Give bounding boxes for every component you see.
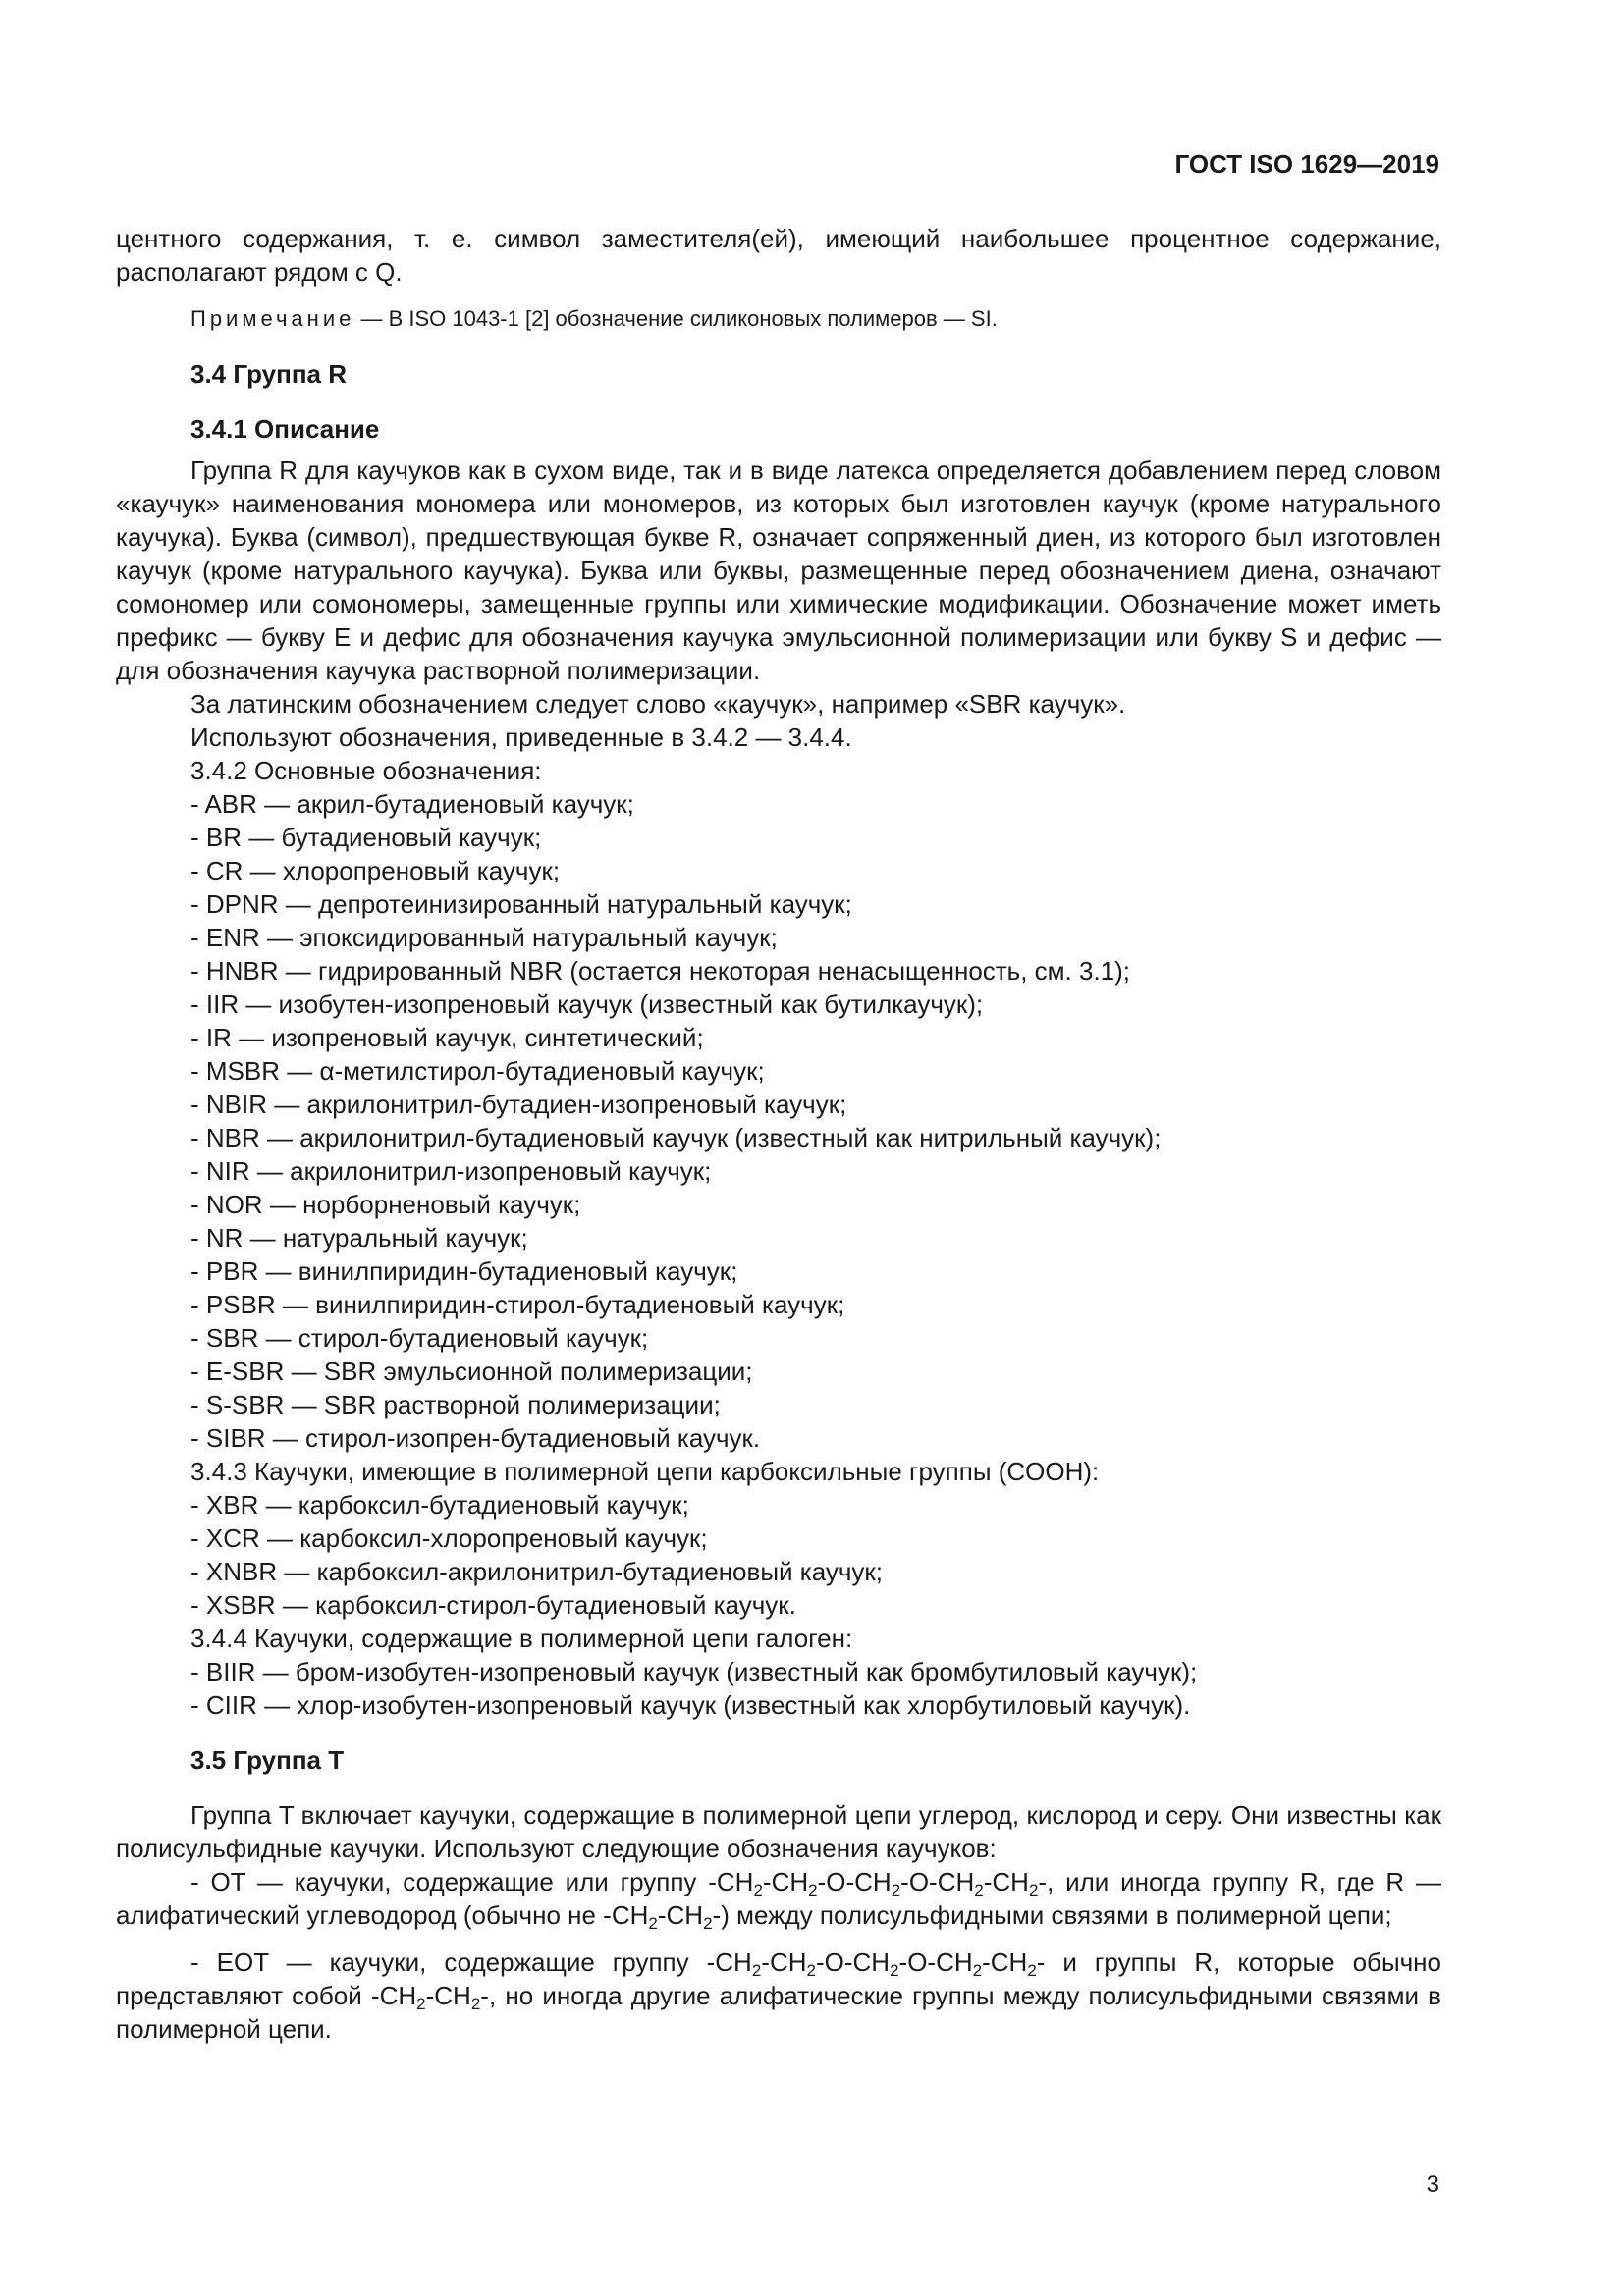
list-item: - E-SBR — SBR эмульсионной полимеризации; [190, 1357, 753, 1386]
continuation-paragraph: центного содержания, т. е. символ заместителя(ей), имеющий наибольшее процентное содержание, располагают рядом с Q. [116, 224, 1441, 287]
list-item: - NIR — акрилонитрил-изопреновый каучук; [190, 1156, 712, 1186]
list-item: - NBR — акрилонитрил-бутадиеновый каучук (известный как нитрильный каучук); [190, 1123, 1162, 1152]
list-item: - HNBR — гидрированный NBR (остается некоторая ненасыщенность, см. 3.1); [190, 956, 1131, 986]
section-3-4-1-paragraph: Группа R для каучуков как в сухом виде, так и в виде латекса определяется добавлением перед словом «каучук» наименования мономера или мономеров, из которых был изготовлен каучук (кроме натурального каучука). Буква (символ), предшествующая букве R, означает сопряженный диен, из которого был изготовлен каучук (кроме натурального каучука). Буква или буквы, размещенные перед обозначением диена, означают сомономер или сомономеры, замещенные группы или химические модификации. Обозначение может иметь префикс — букву E и дефис для обозначения каучука эмульсионной полимеризации или букву S и дефис — для обозначения каучука растворной полимеризации. [116, 455, 1441, 685]
basic-designations-list [116, 787, 1441, 1455]
list-item: - DPNR — депротеинизированный натуральный каучук; [190, 889, 852, 919]
note-label: Примечание [190, 306, 355, 331]
note-text: — В ISO 1043-1 [2] обозначение силиконовых полимеров — SI. [354, 306, 998, 331]
list-item: - PSBR — винилпиридин-стирол-бутадиеновый каучук; [190, 1290, 845, 1319]
section-3-4-1-reference: Используют обозначения, приведенные в 3.4.2 — 3.4.4. [190, 722, 852, 752]
document-header: ГОСТ ISO 1629—2019 [1174, 149, 1439, 179]
section-3-5-title: 3.5 Группа T [190, 1745, 345, 1775]
section-3-4-1-title: 3.4.1 Описание [190, 414, 380, 444]
list-item: - PBR — винилпиридин-бутадиеновый каучук; [190, 1256, 738, 1286]
section-3-4-4-title: 3.4.4 Каучуки, содержащие в полимерной цепи галоген: [190, 1624, 853, 1653]
list-item: - CR — хлоропреновый каучук; [190, 856, 561, 885]
list-item: - ABR — акрил-бутадиеновый каучук; [190, 789, 634, 819]
eot-paragraph: - EOT — каучуки, содержащие группу $-CH_2-CH_2-O-CH_2-O-CH_2-CH_2-$ и группы R, которые обычно представляют собой $-CH_2-CH_2-$, но иногда другие алифатические группы между полисульфидными связями в полимерной цепи. [116, 1948, 1441, 2044]
section-3-4-2-title: 3.4.2 Основные обозначения: [190, 756, 542, 785]
list-item: - XBR — карбоксил-бутадиеновый каучук; [190, 1490, 689, 1520]
list-item: - NBIR — акрилонитрил-бутадиен-изопреновый каучук; [190, 1090, 847, 1119]
section-3-5-paragraph: Группа T включает каучуки, содержащие в полимерной цепи углерод, кислород и серу. Они известны как полисульфидные каучуки. Используют следующие обозначения каучуков: [116, 1800, 1441, 1863]
list-item: - NR — натуральный каучук; [190, 1223, 528, 1253]
list-item: - ENR — эпоксидированный натуральный каучук; [190, 923, 778, 952]
list-item: - XCR — карбоксил-хлоропреновый каучук; [190, 1523, 708, 1553]
carboxyl-designations-list [116, 1488, 1441, 1622]
list-item: - MSBR — α-метилстирол-бутадиеновый каучук; [190, 1056, 765, 1086]
list-item: - BIIR — бром-изобутен-изопреновый каучук (известный как бромбутиловый каучук); [190, 1657, 1198, 1686]
list-item: - SIBR — стирол-изопрен-бутадиеновый каучук. [190, 1423, 761, 1453]
section-3-4-3-title: 3.4.3 Каучуки, имеющие в полимерной цепи карбоксильные группы (COOH): [190, 1457, 1100, 1486]
list-item: - IR — изопреновый каучук, синтетический; [190, 1023, 704, 1052]
list-item: - XNBR — карбоксил-акрилонитрил-бутадиеновый каучук; [190, 1557, 884, 1586]
section-3-4-title: 3.4 Группа R [190, 359, 347, 389]
list-item: - SBR — стирол-бутадиеновый каучук; [190, 1323, 649, 1353]
list-item: - NOR — норборненовый каучук; [190, 1190, 581, 1219]
ot-paragraph: - OT — каучуки, содержащие или группу $-CH_2-CH_2-O-CH_2-O-CH_2-CH_2-$, или иногда группу R, где R — алифатический углеводород (обычно не $-CH_2-CH_2-$) между полисульфидными связями в полимерной цепи; [116, 1867, 1441, 1933]
page-content [116, 222, 1441, 2046]
halogen-designations-list [116, 1655, 1441, 1722]
page-number: 3 [1426, 2171, 1439, 2198]
list-item: - IIR — изобутен-изопреновый каучук (известный как бутилкаучук); [190, 989, 984, 1019]
section-3-4-1-example: За латинским обозначением следует слово «каучук», например «SBR каучук». [190, 689, 1126, 719]
list-item: - S-SBR — SBR растворной полимеризации; [190, 1390, 721, 1419]
list-item: - XSBR — карбоксил-стирол-бутадиеновый каучук. [190, 1590, 796, 1620]
note [116, 302, 1441, 336]
list-item: - CIIR — хлор-изобутен-изопреновый каучук (известный как хлорбутиловый каучук). [190, 1690, 1191, 1720]
list-item: - BR — бутадиеновый каучук; [190, 823, 542, 852]
